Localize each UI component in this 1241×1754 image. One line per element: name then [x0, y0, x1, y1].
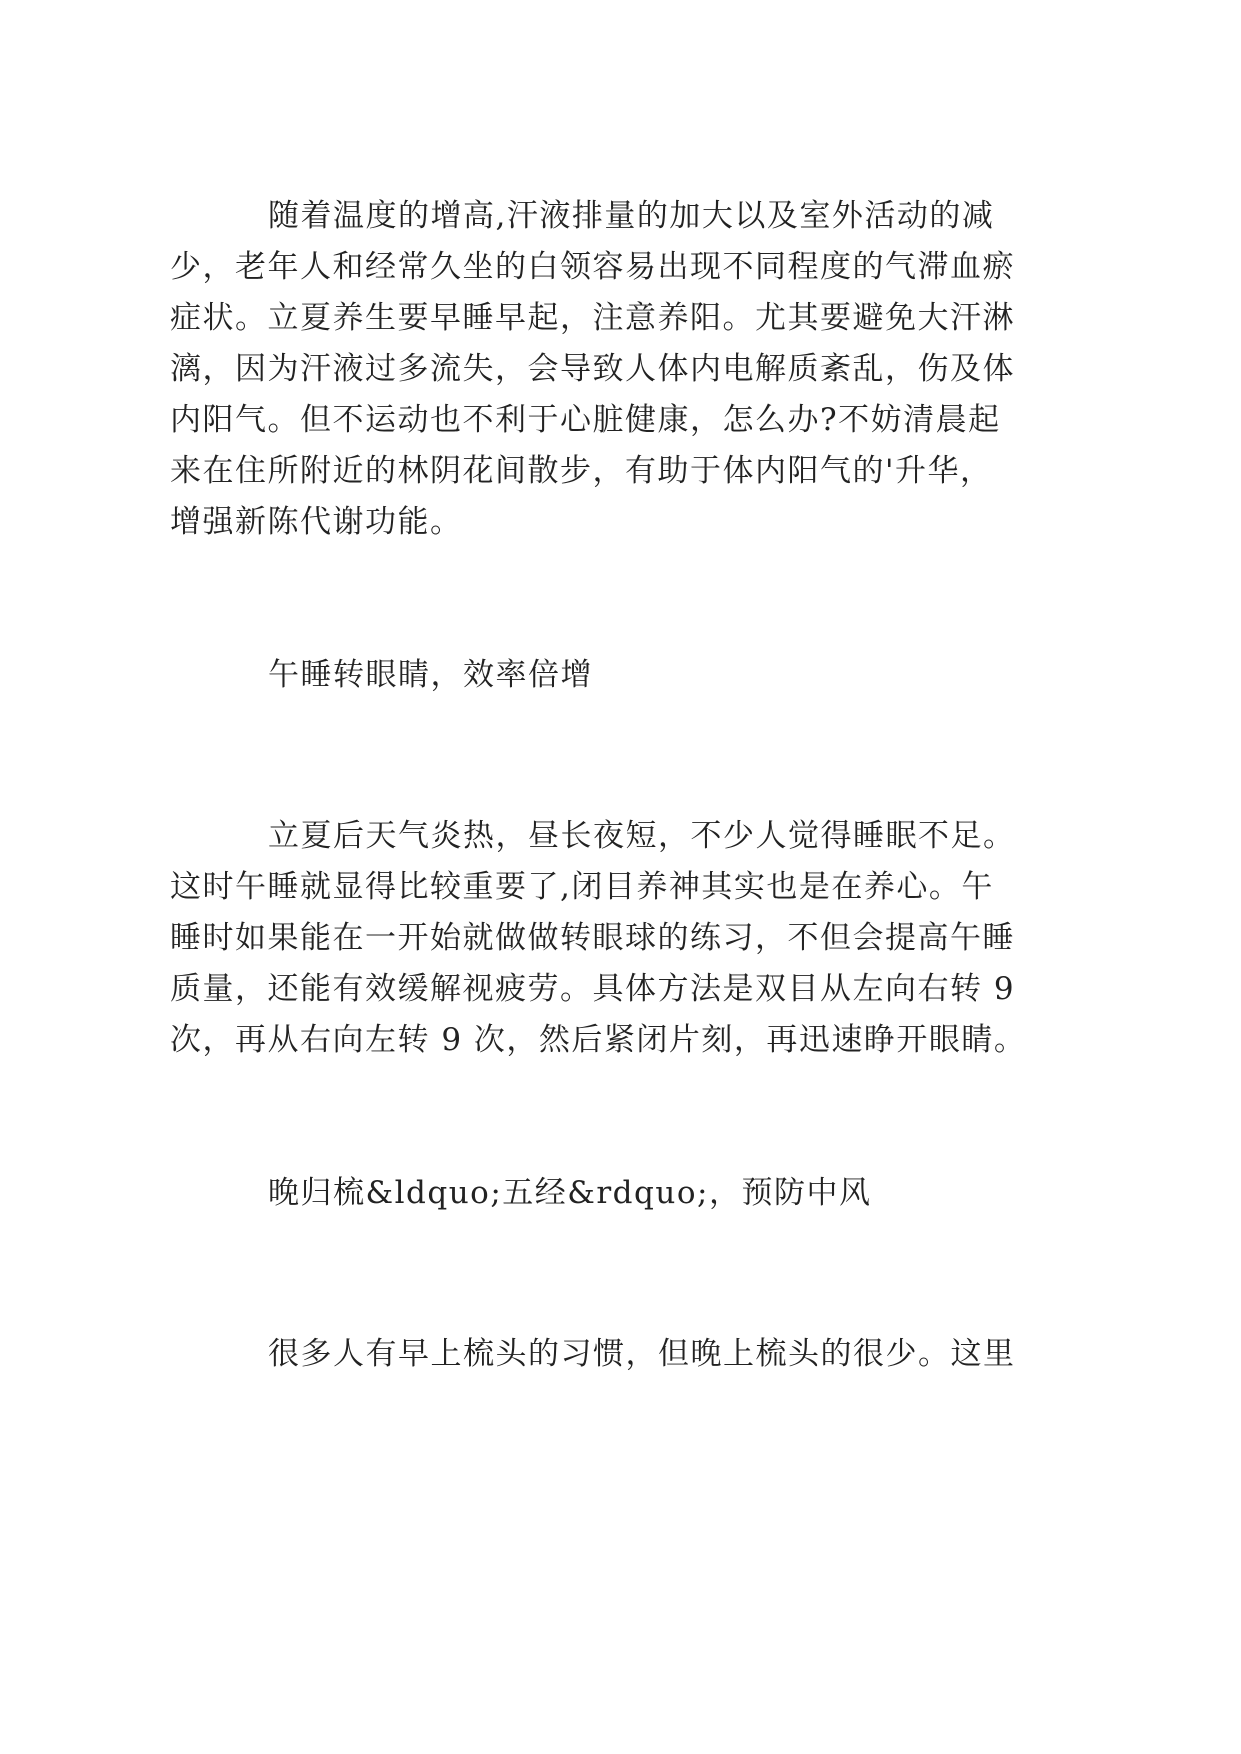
paragraph-3-line-1: 很多人有早上梳头的习惯，但晚上梳头的很少。这里 — [268, 1336, 1016, 1372]
paragraph-1-line-1: 随着温度的增高,汗液排量的加大以及室外活动的减 — [268, 198, 995, 234]
paragraph-1-line-7: 增强新陈代谢功能。 — [170, 504, 463, 540]
paragraph-2-line-4: 质量，还能有效缓解视疲劳。具体方法是双目从左向右转 9 — [170, 971, 1016, 1007]
paragraph-2-line-1: 立夏后天气炎热，昼长夜短，不少人觉得睡眠不足。 — [268, 818, 1016, 854]
paragraph-2-line-2: 这时午睡就显得比较重要了,闭目养神其实也是在养心。午 — [170, 869, 994, 905]
section-heading-nap: 午睡转眼睛，效率倍增 — [268, 657, 593, 693]
paragraph-1-line-6: 来在住所附近的林阴花间散步，有助于体内阳气的'升华， — [170, 453, 993, 489]
paragraph-2-line-3: 睡时如果能在一开始就做做转眼球的练习，不但会提高午睡 — [170, 920, 1015, 956]
paragraph-1-line-2: 少，老年人和经常久坐的白领容易出现不同程度的气滞血瘀 — [170, 249, 1015, 285]
paragraph-1-line-4: 漓，因为汗液过多流失，会导致人体内电解质紊乱，伤及体 — [170, 351, 1015, 387]
paragraph-2-line-5: 次，再从右向左转 9 次，然后紧闭片刻，再迅速睁开眼睛。 — [170, 1022, 1027, 1058]
paragraph-1-line-3: 症状。立夏养生要早睡早起，注意养阳。尤其要避免大汗淋 — [170, 300, 1015, 336]
paragraph-1-line-5: 内阳气。但不运动也不利于心脏健康，怎么办?不妨清晨起 — [170, 402, 1001, 438]
section-heading-comb: 晚归梳&ldquo;五经&rdquo;，预防中风 — [268, 1175, 872, 1211]
